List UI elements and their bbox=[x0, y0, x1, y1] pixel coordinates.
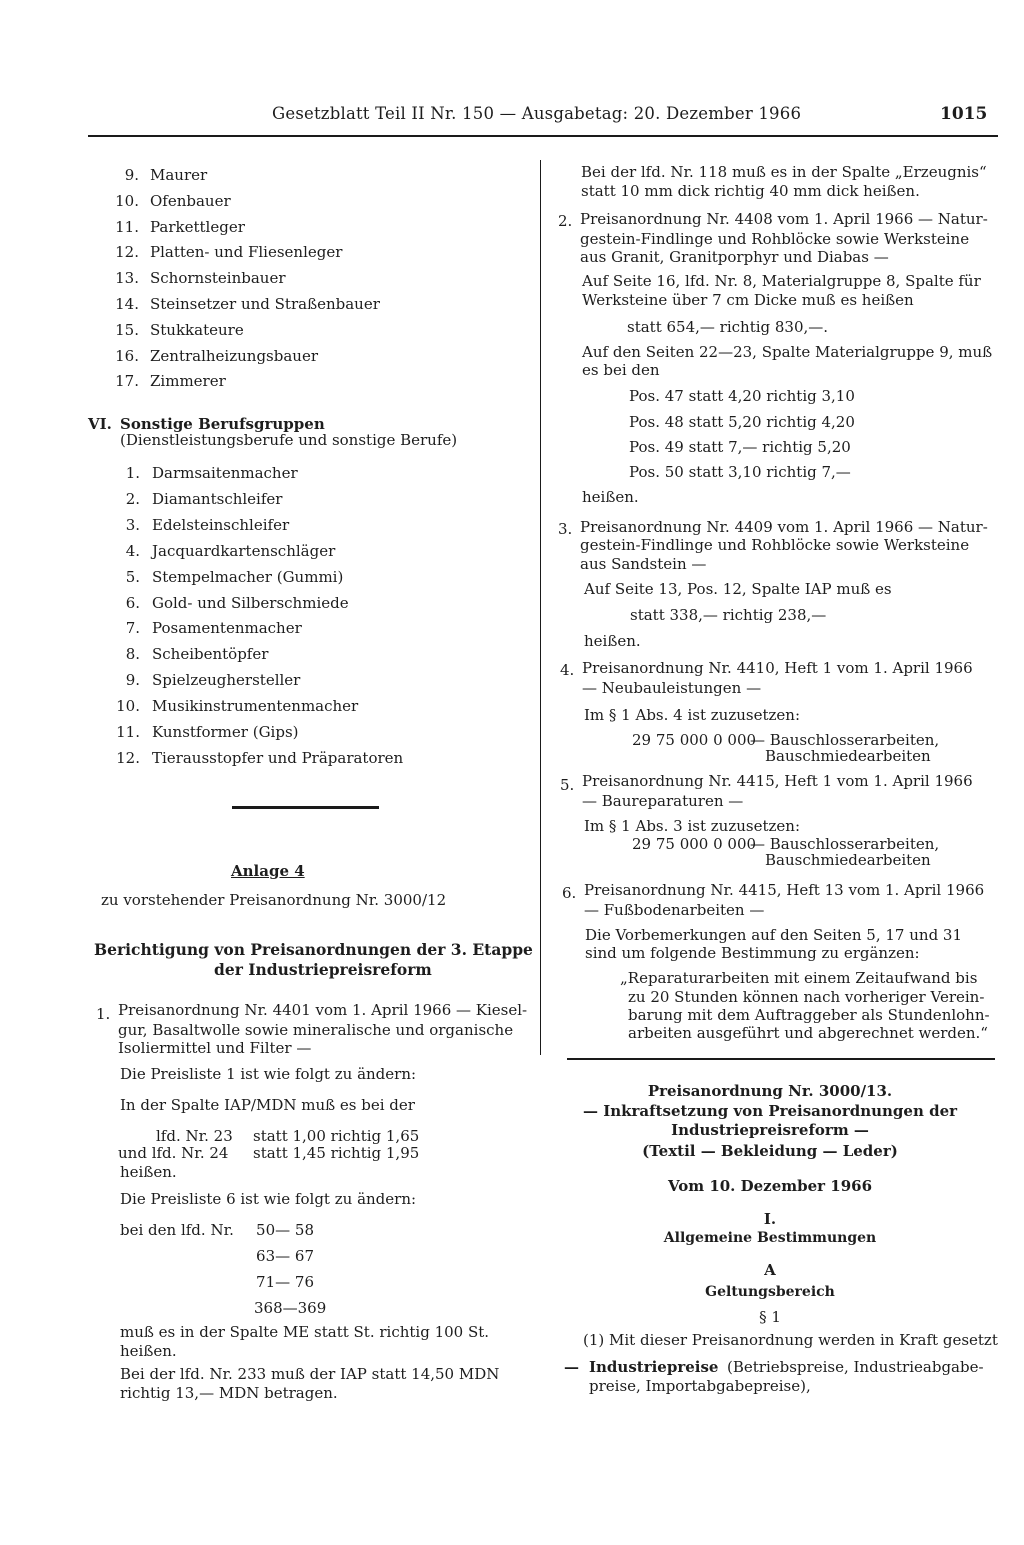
paragraph: Auf den Seiten 22—23, Spalte Materialgruppe 9, muß bbox=[582, 343, 993, 361]
subheading: Allgemeine Bestimmungen bbox=[663, 1230, 877, 1246]
code-description: Bauschmiedearbeiten bbox=[765, 747, 931, 765]
item-text-line: Isoliermittel und Filter — bbox=[118, 1039, 312, 1057]
list-item-number: 12. bbox=[116, 748, 140, 767]
correction-heading-line1: Berichtigung von Preisanordnungen der 3. Etappe bbox=[94, 940, 533, 959]
item-text-line: gestein-Findlinge und Rohblöcke sowie Werksteine bbox=[580, 230, 970, 248]
anlage-title: Anlage 4 bbox=[231, 862, 305, 880]
letter-heading: A bbox=[764, 1261, 776, 1279]
list-item: Kunstformer (Gips) bbox=[152, 723, 299, 741]
list-item: Platten- und Fliesenleger bbox=[150, 243, 343, 262]
range-value: 50— 58 bbox=[256, 1221, 314, 1239]
quote-line: barung mit dem Auftraggeber als Stundenlohn- bbox=[628, 1006, 990, 1024]
section-number: VI. bbox=[88, 415, 112, 433]
code-description: Bauschmiedearbeiten bbox=[765, 851, 931, 869]
order-subtitle: — Inkraftsetzung von Preisanordnungen der bbox=[582, 1102, 958, 1120]
code-number: 29 75 000 0 000 bbox=[632, 835, 757, 853]
list-item-number: 17. bbox=[115, 372, 139, 391]
position-line: Pos. 48 statt 5,20 richtig 4,20 bbox=[629, 413, 855, 431]
list-item: Tierausstopfer und Präparatoren bbox=[152, 748, 404, 767]
paragraph: Auf Seite 13, Pos. 12, Spalte IAP muß es bbox=[584, 580, 892, 598]
paragraph: Bei der lfd. Nr. 118 muß es in der Spalte „Erzeugnis“ bbox=[581, 163, 987, 181]
list-item: Steinsetzer und Straßenbauer bbox=[150, 295, 380, 313]
quote-line: arbeiten ausgeführt und abgerechnet werden.“ bbox=[628, 1024, 988, 1042]
list-item: Scheibentöpfer bbox=[152, 645, 269, 664]
list-item-number: 7. bbox=[125, 619, 140, 638]
item-text-line: gestein-Findlinge und Rohblöcke sowie Werksteine bbox=[580, 536, 970, 554]
paragraph-sign: § 1 bbox=[759, 1308, 781, 1326]
table-cell: lfd. Nr. 23 bbox=[156, 1127, 233, 1145]
paragraph: muß es in der Spalte ME statt St. richtig 100 St. bbox=[120, 1323, 490, 1341]
column-divider bbox=[540, 160, 541, 1055]
bullet-text: preise, Importabgabepreise), bbox=[589, 1377, 811, 1395]
list-item-number: 14. bbox=[115, 295, 139, 313]
quote-line: „Reparaturarbeiten mit einem Zeitaufwand bis bbox=[620, 969, 978, 987]
list-item-number: 9. bbox=[125, 671, 140, 690]
paragraph: heißen. bbox=[584, 632, 641, 650]
item-number: 1. bbox=[96, 1005, 111, 1023]
item-text-line: Preisanordnung Nr. 4401 vom 1. April 1966 — Kiesel- bbox=[118, 1001, 528, 1019]
paragraph: In der Spalte IAP/MDN muß es bei der bbox=[120, 1096, 415, 1114]
bullet-term: Industriepreise bbox=[589, 1358, 719, 1376]
list-item-number: 15. bbox=[115, 320, 139, 339]
paragraph: statt 654,— richtig 830,—. bbox=[627, 318, 829, 336]
item-text-line: Preisanordnung Nr. 4408 vom 1. April 1966 — Natur- bbox=[580, 210, 988, 228]
list-item: Maurer bbox=[150, 166, 208, 184]
page-number: 1015 bbox=[940, 104, 988, 124]
paragraph: statt 10 mm dick richtig 40 mm dick heißen. bbox=[581, 182, 920, 200]
paragraph: statt 338,— richtig 238,— bbox=[630, 606, 827, 624]
item-text-line: aus Sandstein — bbox=[580, 555, 707, 573]
list-item-number: 10. bbox=[115, 191, 139, 210]
list-item-number: 9. bbox=[124, 166, 139, 184]
section-rule bbox=[567, 1058, 995, 1060]
range-value: 71— 76 bbox=[256, 1273, 314, 1291]
list-item: Zentralheizungsbauer bbox=[150, 346, 319, 365]
range-value: 63— 67 bbox=[256, 1247, 314, 1265]
list-item-number: 6. bbox=[125, 593, 140, 612]
list-item-number: 5. bbox=[125, 567, 140, 586]
item-text-line: — Neubauleistungen — bbox=[582, 679, 762, 697]
correction-heading-line2: der Industriepreisreform bbox=[214, 960, 432, 979]
order-date: Vom 10. Dezember 1966 bbox=[667, 1177, 873, 1195]
item-number: 4. bbox=[560, 661, 575, 679]
list-item-number: 11. bbox=[116, 723, 140, 741]
list-item-number: 4. bbox=[125, 541, 140, 560]
separator-rule bbox=[232, 806, 379, 809]
list-item-number: 12. bbox=[115, 243, 139, 262]
paragraph: es bei den bbox=[582, 361, 660, 379]
list-item-number: 1. bbox=[125, 464, 140, 482]
position-line: Pos. 49 statt 7,— richtig 5,20 bbox=[629, 438, 851, 456]
item-text-line: Preisanordnung Nr. 4415, Heft 13 vom 1. April 1966 bbox=[584, 881, 985, 899]
item-text-line: Preisanordnung Nr. 4409 vom 1. April 1966 — Natur- bbox=[580, 518, 988, 536]
item-number: 5. bbox=[560, 776, 575, 794]
order-subtitle: Industriepreisreform — bbox=[671, 1121, 869, 1139]
list-item: Zimmerer bbox=[150, 372, 226, 391]
list-item-number: 3. bbox=[125, 515, 140, 534]
paragraph: richtig 13,— MDN betragen. bbox=[120, 1384, 338, 1402]
header-rule bbox=[88, 135, 998, 137]
paragraph: Bei der lfd. Nr. 233 muß der IAP statt 14,50 MDN bbox=[120, 1365, 500, 1383]
list-item: Stukkateure bbox=[150, 320, 244, 339]
paragraph: heißen. bbox=[120, 1163, 177, 1181]
position-line: Pos. 50 statt 3,10 richtig 7,— bbox=[629, 463, 851, 481]
paragraph: sind um folgende Bestimmung zu ergänzen: bbox=[585, 944, 920, 962]
position-line: Pos. 47 statt 4,20 richtig 3,10 bbox=[629, 387, 855, 405]
table-cell: und lfd. Nr. 24 bbox=[118, 1144, 229, 1162]
paragraph: Die Preisliste 1 ist wie folgt zu ändern: bbox=[120, 1065, 417, 1083]
list-item: Stempelmacher (Gummi) bbox=[152, 567, 344, 586]
item-number: 6. bbox=[562, 884, 577, 902]
list-item: Darmsaitenmacher bbox=[152, 464, 298, 482]
list-item: Posamentenmacher bbox=[152, 619, 302, 638]
list-item-number: 10. bbox=[116, 697, 140, 716]
section-title: Sonstige Berufsgruppen bbox=[120, 415, 325, 433]
item-text-line: gur, Basaltwolle sowie mineralische und organische bbox=[118, 1021, 514, 1039]
range-value: 368—369 bbox=[254, 1299, 327, 1317]
item-number: 2. bbox=[558, 212, 573, 230]
roman-numeral: I. bbox=[763, 1210, 777, 1228]
item-text-line: Preisanordnung Nr. 4410, Heft 1 vom 1. April 1966 bbox=[582, 659, 973, 677]
paragraph: Im § 1 Abs. 4 ist zuzusetzen: bbox=[584, 706, 800, 724]
paragraph: Im § 1 Abs. 3 ist zuzusetzen: bbox=[584, 817, 800, 835]
list-item: Schornsteinbauer bbox=[150, 269, 286, 288]
item-text-line: — Baureparaturen — bbox=[582, 792, 744, 810]
paragraph: heißen. bbox=[582, 488, 639, 506]
subheading: Geltungsbereich bbox=[705, 1284, 835, 1300]
list-item: Jacquardkartenschläger bbox=[152, 541, 336, 560]
table-cell: statt 1,00 richtig 1,65 bbox=[253, 1127, 420, 1145]
list-item: Parkettleger bbox=[150, 217, 245, 236]
paragraph: heißen. bbox=[120, 1342, 177, 1360]
quote-line: zu 20 Stunden können nach vorheriger Verein- bbox=[628, 988, 985, 1006]
item-text-line: Preisanordnung Nr. 4415, Heft 1 vom 1. April 1966 bbox=[582, 772, 973, 790]
paragraph: Werksteine über 7 cm Dicke muß es heißen bbox=[582, 291, 914, 309]
list-item-number: 13. bbox=[115, 269, 139, 288]
paragraph: Die Preisliste 6 ist wie folgt zu ändern: bbox=[120, 1190, 417, 1208]
list-item-number: 16. bbox=[115, 346, 139, 365]
code-description: — Bauschlosserarbeiten, bbox=[750, 835, 940, 853]
list-item: Diamantschleifer bbox=[152, 489, 283, 508]
item-number: 3. bbox=[558, 520, 573, 538]
list-item: Musikinstrumentenmacher bbox=[152, 697, 359, 716]
section-subtitle: (Dienstleistungsberufe und sonstige Berufe) bbox=[120, 431, 458, 449]
paragraph: Die Vorbemerkungen auf den Seiten 5, 17 und 31 bbox=[585, 926, 963, 944]
anlage-subtitle: zu vorstehender Preisanordnung Nr. 3000/12 bbox=[101, 891, 447, 909]
item-text-line: aus Granit, Granitporphyr und Diabas — bbox=[580, 248, 889, 266]
order-subtitle: (Textil — Bekleidung — Leder) bbox=[642, 1142, 898, 1160]
lfd-label: bei den lfd. Nr. bbox=[120, 1221, 234, 1239]
list-item: Edelsteinschleifer bbox=[152, 515, 290, 534]
running-header: Gesetzblatt Teil II Nr. 150 — Ausgabetag: 20. Dezember 1966 bbox=[272, 104, 802, 123]
list-item: Ofenbauer bbox=[150, 191, 231, 210]
list-item-number: 2. bbox=[125, 489, 140, 508]
table-cell: statt 1,45 richtig 1,95 bbox=[253, 1144, 420, 1162]
item-text-line: — Fußbodenarbeiten — bbox=[584, 901, 765, 919]
list-item: Gold- und Silberschmiede bbox=[152, 593, 349, 612]
code-description: — Bauschlosserarbeiten, bbox=[750, 731, 940, 749]
list-item: Spielzeughersteller bbox=[152, 671, 301, 690]
bullet-text: (Betriebspreise, Industrieabgabe- bbox=[727, 1358, 984, 1376]
order-title: Preisanordnung Nr. 3000/13. bbox=[647, 1082, 893, 1100]
list-item-number: 11. bbox=[115, 217, 139, 236]
bullet-dash: — bbox=[564, 1358, 579, 1376]
paragraph: (1) Mit dieser Preisanordnung werden in Kraft gesetzt bbox=[583, 1331, 998, 1349]
paragraph: Auf Seite 16, lfd. Nr. 8, Materialgruppe 8, Spalte für bbox=[582, 272, 981, 290]
list-item-number: 8. bbox=[125, 645, 140, 664]
code-number: 29 75 000 0 000 bbox=[632, 731, 757, 749]
